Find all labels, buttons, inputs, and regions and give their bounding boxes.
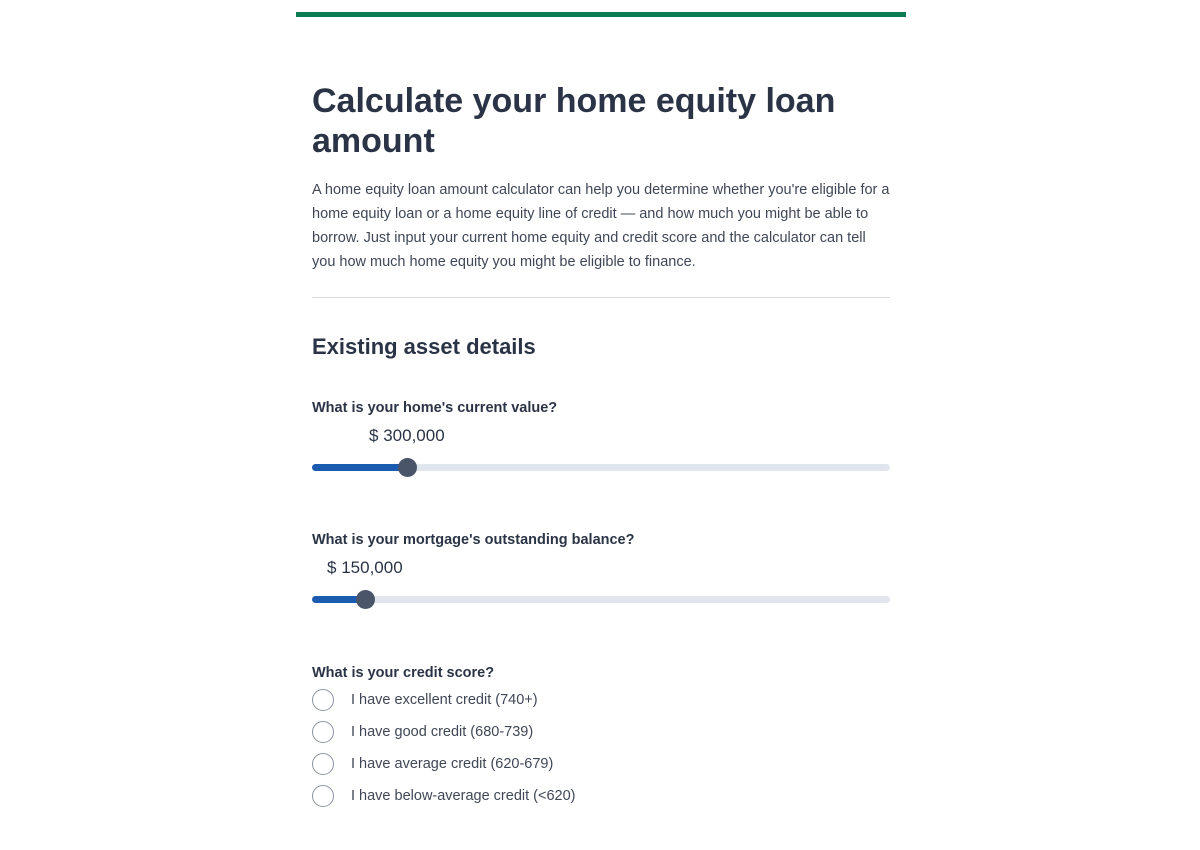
radio-button[interactable] [312, 721, 334, 743]
mortgage-balance-slider-handle[interactable] [356, 590, 375, 609]
section-title: Existing asset details [312, 334, 536, 359]
credit-option-below-average[interactable] [312, 784, 575, 808]
mortgage-balance-currency: $ [327, 558, 337, 577]
intro-paragraph: A home equity loan amount calculator can help you determine whether you're eligible for a home equity loan or a home equity line of credit — and how much you might be able to borrow. Just input your current home equity and credit score and the calculator can tell you how much home equity you might be eligible to finance. [312, 182, 890, 270]
radio-button[interactable] [312, 753, 334, 775]
credit-option-average[interactable] [312, 752, 553, 776]
home-value-currency: $ [369, 426, 379, 445]
home-value-slider-handle[interactable] [398, 458, 417, 477]
mortgage-balance-label: What is your mortgage's outstanding balance? [312, 532, 635, 548]
home-value-slider-fill [312, 464, 407, 471]
credit-score-label: What is your credit score? [312, 665, 495, 681]
mortgage-balance-amount: 150,000 [341, 558, 403, 577]
home-value-amount: 300,000 [383, 426, 445, 445]
home-value-label: What is your home's current value? [312, 400, 558, 416]
credit-option-excellent[interactable] [312, 688, 538, 712]
mortgage-balance-readout [327, 557, 403, 579]
top-accent-bar [296, 12, 906, 17]
credit-option-label: I have excellent credit (740+) [351, 692, 538, 708]
page-title: Calculate your home equity loan amount [312, 82, 836, 160]
credit-option-label: I have below-average credit (<620) [351, 788, 576, 804]
section-divider [312, 297, 890, 298]
home-value-readout [369, 425, 445, 447]
credit-option-label: I have good credit (680-739) [351, 724, 534, 740]
radio-button[interactable] [312, 689, 334, 711]
credit-option-label: I have average credit (620-679) [351, 756, 554, 772]
mortgage-balance-slider[interactable] [312, 596, 890, 603]
credit-option-good[interactable] [312, 720, 533, 744]
radio-button[interactable] [312, 785, 334, 807]
home-value-slider[interactable] [312, 464, 890, 471]
